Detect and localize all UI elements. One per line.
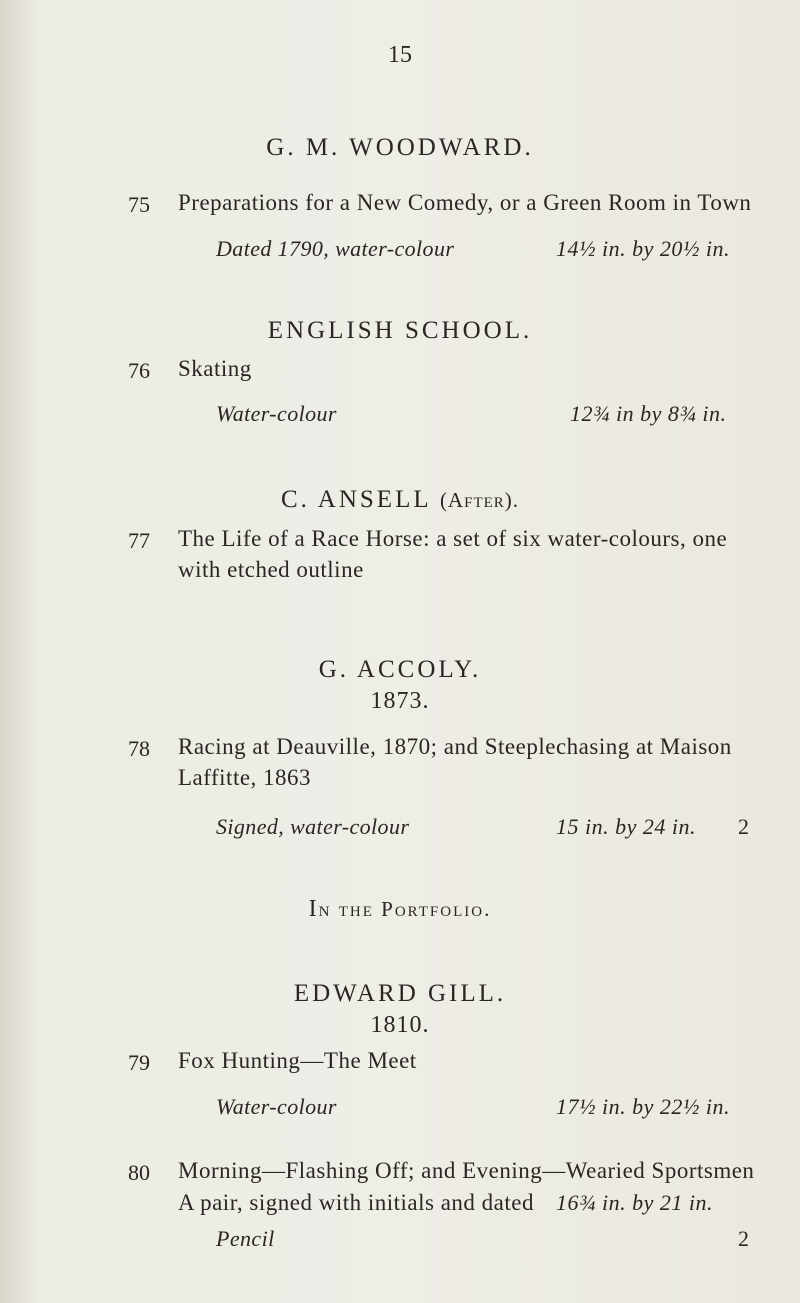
lot-size: 17½ in. by 22½ in. bbox=[556, 1094, 730, 1119]
lot-title: Racing at Deauville, 1870; and Steeplechasing at Maison bbox=[178, 734, 732, 759]
lot-number: 77 bbox=[128, 528, 150, 553]
lot-number: 80 bbox=[128, 1160, 150, 1185]
lot-number: 78 bbox=[128, 736, 150, 761]
page-number: 15 bbox=[388, 42, 412, 68]
lot-detail: Water-colour bbox=[216, 1094, 337, 1119]
artist-heading: G. M. WOODWARD. bbox=[266, 134, 534, 161]
artist-heading: C. ANSELL (After). bbox=[280, 486, 520, 513]
lot-detail: Dated 1790, water-colour bbox=[216, 236, 455, 261]
lot-number: 76 bbox=[128, 358, 150, 383]
lot-size: 15 in. by 24 in. bbox=[556, 814, 696, 839]
artist-heading: EDWARD GILL. bbox=[293, 980, 507, 1007]
lot-detail: Water-colour bbox=[216, 401, 337, 426]
artist-year: 1810. bbox=[370, 1012, 430, 1038]
lot-size: 12¾ in by 8¾ in. bbox=[570, 401, 727, 426]
lot-detail: Signed, water-colour bbox=[216, 814, 410, 839]
lot-title-continued: Laffitte, 1863 bbox=[178, 765, 312, 790]
lot-title: Preparations for a New Comedy, or a Green Room in Town bbox=[178, 190, 752, 215]
lot-title: The Life of a Race Horse: a set of six water-colours, one bbox=[178, 526, 728, 551]
artist-heading: ENGLISH SCHOOL. bbox=[267, 317, 533, 344]
lot-number: 79 bbox=[128, 1050, 150, 1075]
lot-number: 75 bbox=[128, 192, 150, 217]
lot-quantity: 2 bbox=[738, 1226, 750, 1251]
artist-heading: G. ACCOLY. bbox=[318, 656, 482, 683]
section-subheading: In the Portfolio. bbox=[308, 896, 492, 922]
lot-size: 16¾ in. by 21 in. bbox=[556, 1190, 713, 1215]
lot-size: 14½ in. by 20½ in. bbox=[556, 236, 730, 261]
lot-title: Fox Hunting—The Meet bbox=[178, 1048, 417, 1073]
lot-title: Skating bbox=[178, 356, 252, 381]
lot-detail: Pencil bbox=[216, 1226, 275, 1251]
lot-title-continued: with etched outline bbox=[178, 557, 364, 582]
artist-year: 1873. bbox=[370, 688, 430, 714]
lot-title-continued: A pair, signed with initials and dated bbox=[178, 1190, 534, 1215]
lot-quantity: 2 bbox=[738, 814, 750, 839]
lot-title: Morning—Flashing Off; and Evening—Wearied Sportsmen bbox=[178, 1158, 755, 1183]
